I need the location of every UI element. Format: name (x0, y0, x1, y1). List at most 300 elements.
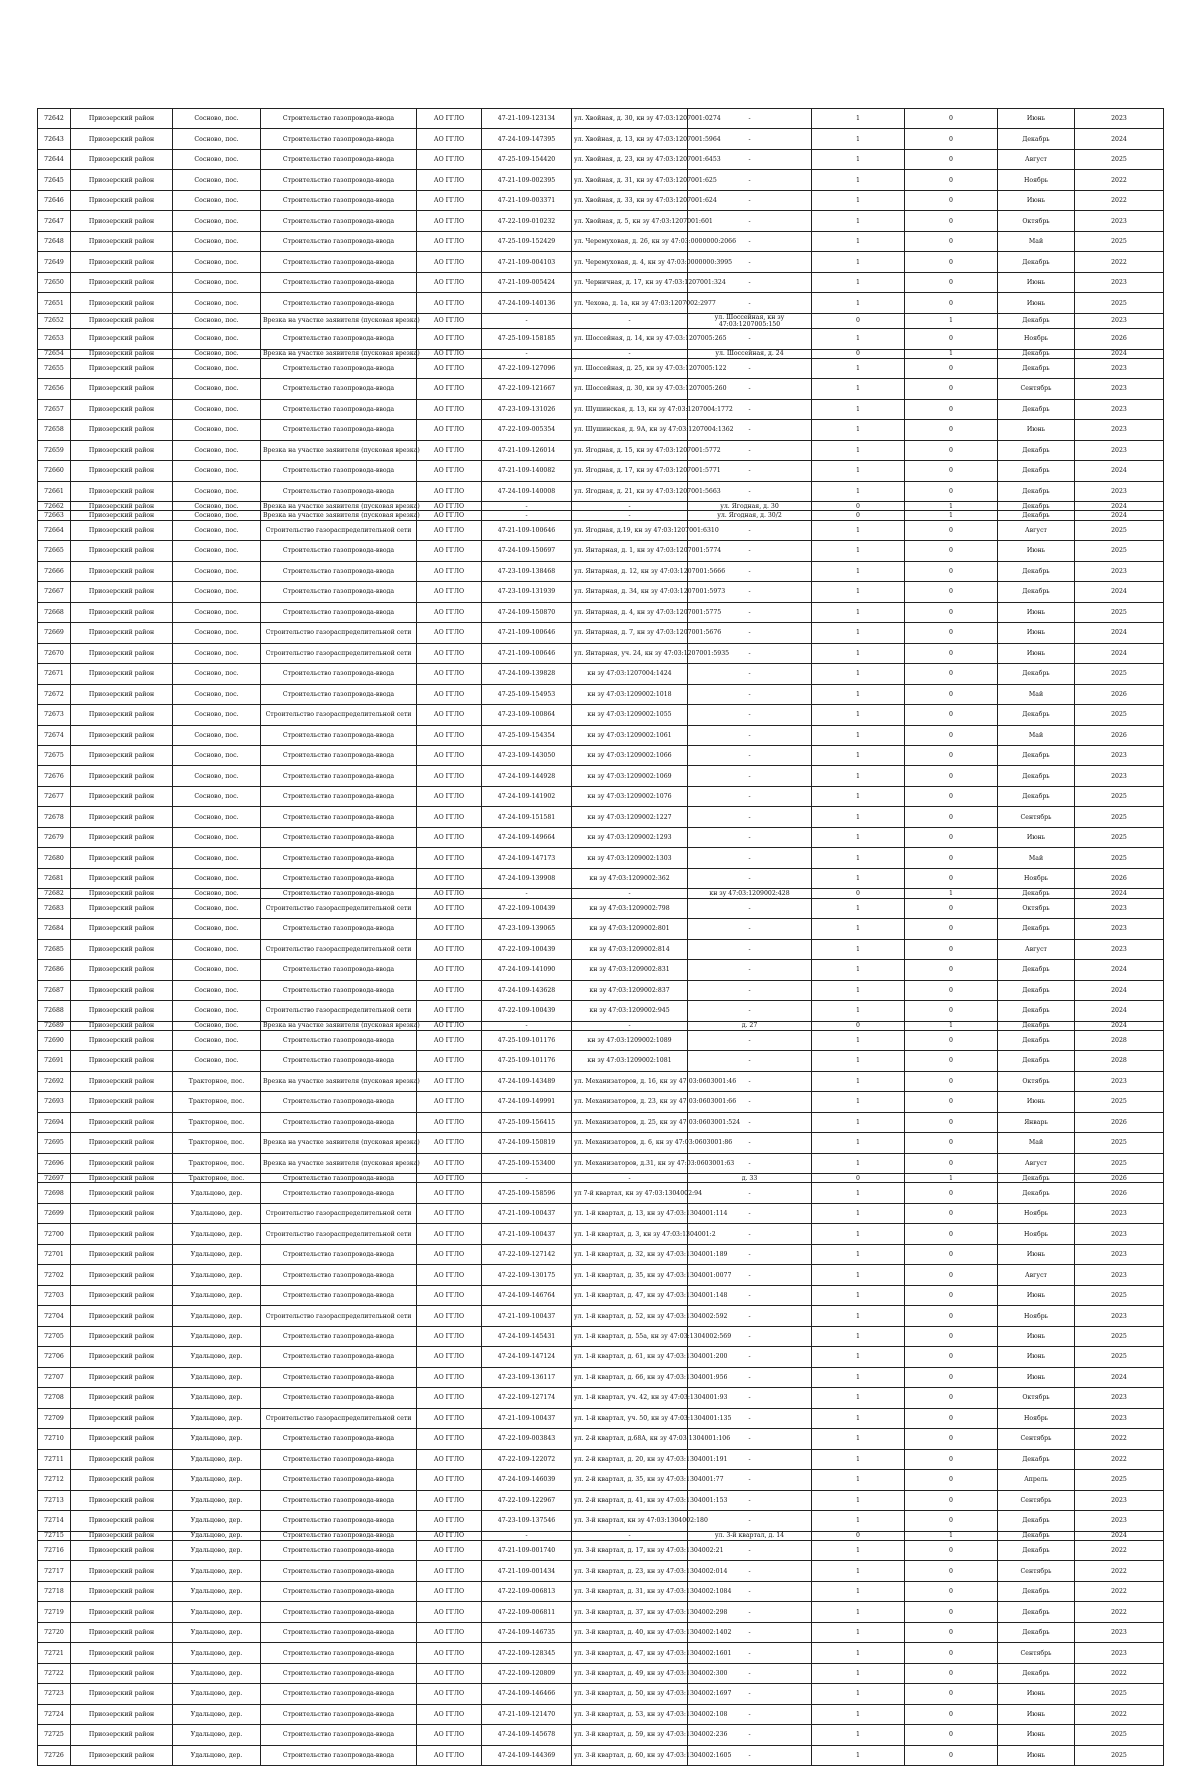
organization-cell: АО ГГЛО (417, 807, 482, 827)
count-b-cell: 0 (905, 807, 998, 827)
count-b-cell: 0 (905, 293, 998, 313)
settlement-cell: Тракторное, пос. (173, 1112, 261, 1132)
month-cell: Октябрь (998, 211, 1075, 231)
address-cell: ул. Янтарная, д. 1, кн зу 47:03:1207001:5774 (572, 541, 688, 561)
district-cell: Приозерский район (71, 745, 173, 765)
table-row (38, 602, 1164, 622)
district-cell: Приозерский район (71, 889, 173, 898)
month-cell: Декабрь (998, 1602, 1075, 1622)
count-a-cell: 1 (812, 1112, 905, 1132)
settlement-cell: Удальцово, дер. (173, 1347, 261, 1367)
district-cell: Приозерский район (71, 1112, 173, 1132)
count-b-cell: 0 (905, 1092, 998, 1112)
row-number: 72670 (38, 643, 71, 663)
object-address-cell: ул. Ягодная, д. 30 (688, 502, 812, 511)
table-row (38, 919, 1164, 939)
count-a-cell: 1 (812, 1183, 905, 1203)
count-b-cell: 0 (905, 1030, 998, 1050)
row-number: 72649 (38, 252, 71, 272)
count-b-cell: 0 (905, 960, 998, 980)
organization-cell: АО ГГЛО (417, 1244, 482, 1264)
contract-number-cell: 47-22-109-006813 (482, 1581, 572, 1601)
contract-number-cell: 47-23-109-136117 (482, 1367, 572, 1387)
address-cell: кн зу 47:03:1209002:814 (572, 939, 688, 959)
contract-number-cell: 47-21-109-100646 (482, 643, 572, 663)
district-cell: Приозерский район (71, 541, 173, 561)
table-row (38, 502, 1164, 511)
year-cell: 2023 (1075, 358, 1164, 378)
settlement-cell: Сосново, пос. (173, 848, 261, 868)
month-cell: Май (998, 848, 1075, 868)
count-a-cell: 1 (812, 1224, 905, 1244)
settlement-cell: Сосново, пос. (173, 252, 261, 272)
row-number: 72653 (38, 329, 71, 349)
row-number: 72666 (38, 561, 71, 581)
year-cell: 2023 (1075, 1511, 1164, 1531)
settlement-cell: Сосново, пос. (173, 461, 261, 481)
settlement-cell: Сосново, пос. (173, 868, 261, 888)
work-type-cell: Строительство газопровода-ввода (261, 827, 417, 847)
contract-number-cell: 47-24-109-151581 (482, 807, 572, 827)
settlement-cell: Сосново, пос. (173, 293, 261, 313)
district-cell: Приозерский район (71, 1511, 173, 1531)
table-row (38, 1684, 1164, 1704)
count-a-cell: 1 (812, 440, 905, 460)
contract-number-cell: 47-24-109-150870 (482, 602, 572, 622)
settlement-cell: Удальцово, дер. (173, 1429, 261, 1449)
district-cell: Приозерский район (71, 1021, 173, 1030)
count-b-cell: 0 (905, 1183, 998, 1203)
address-cell: ул. Шоссейная, д. 30, кн зу 47:03:1207005:260 (572, 379, 688, 399)
district-cell: Приозерский район (71, 1133, 173, 1153)
district-cell: Приозерский район (71, 1092, 173, 1112)
contract-number-cell: 47-22-109-127142 (482, 1244, 572, 1264)
organization-cell: АО ГГЛО (417, 664, 482, 684)
district-cell: Приозерский район (71, 1531, 173, 1540)
district-cell: Приозерский район (71, 109, 173, 129)
month-cell: Апрель (998, 1470, 1075, 1490)
settlement-cell: Сосново, пос. (173, 602, 261, 622)
address-cell: ул. Ягодная, д. 15, кн зу 47:03:1207001:5772 (572, 440, 688, 460)
work-type-cell: Строительство газопровода-ввода (261, 541, 417, 561)
table-row (38, 481, 1164, 501)
address-cell: ул. 1-й квартал, уч. 42, кн зу 47:03:1304001:93 (572, 1388, 688, 1408)
object-address-cell: - (688, 272, 812, 292)
object-address-cell: - (688, 602, 812, 622)
settlement-cell: Удальцово, дер. (173, 1265, 261, 1285)
address-cell: ул. 1-й квартал, д. 35, кн зу 47:03:1304001:0077 (572, 1265, 688, 1285)
count-a-cell: 1 (812, 1581, 905, 1601)
month-cell: Сентябрь (998, 1490, 1075, 1510)
address-cell: кн зу 47:03:1207004:1424 (572, 664, 688, 684)
contract-number-cell: 47-22-109-120809 (482, 1663, 572, 1683)
count-b-cell: 0 (905, 109, 998, 129)
contract-number-cell: 47-21-109-100437 (482, 1306, 572, 1326)
year-cell: 2025 (1075, 1285, 1164, 1305)
count-b-cell: 1 (905, 313, 998, 328)
district-cell: Приозерский район (71, 1153, 173, 1173)
count-a-cell: 1 (812, 1092, 905, 1112)
address-cell: ул. Янтарная, д. 4, кн зу 47:03:1207001:5775 (572, 602, 688, 622)
count-b-cell: 0 (905, 1511, 998, 1531)
organization-cell: АО ГГЛО (417, 766, 482, 786)
table-row (38, 440, 1164, 460)
count-a-cell: 1 (812, 868, 905, 888)
table-row (38, 1203, 1164, 1223)
organization-cell: АО ГГЛО (417, 1531, 482, 1540)
count-a-cell: 1 (812, 725, 905, 745)
month-cell: Декабрь (998, 960, 1075, 980)
address-cell: ул. Хвойная, д. 30, кн зу 47:03:1207001:0274 (572, 109, 688, 129)
count-b-cell: 0 (905, 1203, 998, 1223)
month-cell: Август (998, 149, 1075, 169)
year-cell: 2025 (1075, 1725, 1164, 1745)
count-a-cell: 1 (812, 898, 905, 918)
table-body (38, 109, 1164, 1766)
address-cell: ул. 1-й квартал, д. 61, кн зу 47:03:1304001:200 (572, 1347, 688, 1367)
count-a-cell: 1 (812, 1071, 905, 1091)
count-a-cell: 0 (812, 313, 905, 328)
object-address-cell: - (688, 420, 812, 440)
address-cell: ул. 1-й квартал, д. 32, кн зу 47:03:1304001:189 (572, 1244, 688, 1264)
district-cell: Приозерский район (71, 1051, 173, 1071)
address-cell: ул 7-й квартал, кн зу 47:03:1304002:94 (572, 1183, 688, 1203)
contract-number-cell: 47-24-109-146735 (482, 1622, 572, 1642)
contract-number-cell: 47-24-109-149991 (482, 1092, 572, 1112)
object-address-cell: ул. 3-й квартал, д. 14 (688, 1531, 812, 1540)
count-a-cell: 0 (812, 889, 905, 898)
organization-cell: АО ГГЛО (417, 231, 482, 251)
work-type-cell: Строительство газопровода-ввода (261, 1285, 417, 1305)
table-row (38, 1511, 1164, 1531)
count-b-cell: 0 (905, 725, 998, 745)
district-cell: Приозерский район (71, 868, 173, 888)
address-cell: кн зу 47:03:1209002:945 (572, 1001, 688, 1021)
object-address-cell: - (688, 1030, 812, 1050)
month-cell: Июнь (998, 109, 1075, 129)
year-cell: 2023 (1075, 1622, 1164, 1642)
table-row (38, 211, 1164, 231)
contract-number-cell: 47-24-109-143628 (482, 980, 572, 1000)
address-cell: ул. Янтарная, уч. 24, кн зу 47:03:1207001:5935 (572, 643, 688, 663)
contract-number-cell: 47-21-109-100646 (482, 623, 572, 643)
settlement-cell: Сосново, пос. (173, 807, 261, 827)
year-cell: 2023 (1075, 420, 1164, 440)
contract-number-cell: 47-25-109-154953 (482, 684, 572, 704)
contract-number-cell: 47-22-109-100439 (482, 898, 572, 918)
district-cell: Приозерский район (71, 420, 173, 440)
work-type-cell: Строительство газораспределительной сети (261, 1224, 417, 1244)
district-cell: Приозерский район (71, 786, 173, 806)
year-cell: 2023 (1075, 211, 1164, 231)
count-a-cell: 1 (812, 919, 905, 939)
count-b-cell: 0 (905, 1071, 998, 1091)
organization-cell: АО ГГЛО (417, 623, 482, 643)
table-row (38, 664, 1164, 684)
table-row (38, 1388, 1164, 1408)
table-row (38, 1112, 1164, 1132)
row-number: 72661 (38, 481, 71, 501)
month-cell: Июнь (998, 623, 1075, 643)
organization-cell: АО ГГЛО (417, 1001, 482, 1021)
work-type-cell: Строительство газопровода-ввода (261, 1347, 417, 1367)
count-a-cell: 1 (812, 705, 905, 725)
district-cell: Приозерский район (71, 1203, 173, 1223)
count-a-cell: 0 (812, 1021, 905, 1030)
table-row (38, 705, 1164, 725)
work-type-cell: Строительство газопровода-ввода (261, 848, 417, 868)
table-row (38, 1030, 1164, 1050)
work-type-cell: Строительство газопровода-ввода (261, 211, 417, 231)
count-b-cell: 0 (905, 1540, 998, 1560)
organization-cell: АО ГГЛО (417, 1174, 482, 1183)
work-type-cell: Строительство газопровода-ввода (261, 868, 417, 888)
row-number: 72717 (38, 1561, 71, 1581)
table-row (38, 1540, 1164, 1560)
year-cell: 2023 (1075, 109, 1164, 129)
district-cell: Приозерский район (71, 643, 173, 663)
count-b-cell: 0 (905, 1285, 998, 1305)
year-cell: 2024 (1075, 582, 1164, 602)
table-row (38, 1244, 1164, 1264)
year-cell: 2026 (1075, 868, 1164, 888)
address-cell: ул. 3-й квартал, д. 60, кн зу 47:03:1304002:1605 (572, 1745, 688, 1765)
work-type-cell: Строительство газопровода-ввода (261, 1367, 417, 1387)
count-a-cell: 1 (812, 170, 905, 190)
object-address-cell: - (688, 1429, 812, 1449)
count-b-cell: 0 (905, 766, 998, 786)
count-b-cell: 0 (905, 231, 998, 251)
district-cell: Приозерский район (71, 664, 173, 684)
month-cell: Декабрь (998, 582, 1075, 602)
contract-number-cell: 47-24-109-146764 (482, 1285, 572, 1305)
settlement-cell: Сосново, пос. (173, 349, 261, 358)
district-cell: Приозерский район (71, 623, 173, 643)
district-cell: Приозерский район (71, 807, 173, 827)
district-cell: Приозерский район (71, 705, 173, 725)
work-type-cell: Строительство газопровода-ввода (261, 272, 417, 292)
object-address-cell: д. 27 (688, 1021, 812, 1030)
row-number: 72682 (38, 889, 71, 898)
district-cell: Приозерский район (71, 1001, 173, 1021)
settlement-cell: Удальцово, дер. (173, 1531, 261, 1540)
district-cell: Приозерский район (71, 1244, 173, 1264)
object-address-cell: - (688, 329, 812, 349)
district-cell: Приозерский район (71, 1030, 173, 1050)
year-cell: 2025 (1075, 664, 1164, 684)
table-row (38, 889, 1164, 898)
object-address-cell: - (688, 807, 812, 827)
count-a-cell: 1 (812, 848, 905, 868)
organization-cell: АО ГГЛО (417, 1408, 482, 1428)
count-b-cell: 0 (905, 1643, 998, 1663)
contract-number-cell: 47-23-109-139065 (482, 919, 572, 939)
district-cell: Приозерский район (71, 349, 173, 358)
district-cell: Приозерский район (71, 898, 173, 918)
object-address-cell: - (688, 1203, 812, 1223)
settlement-cell: Сосново, пос. (173, 705, 261, 725)
row-number: 72693 (38, 1092, 71, 1112)
object-address-cell: д. 33 (688, 1174, 812, 1183)
object-address-cell: - (688, 1561, 812, 1581)
table-row (38, 1470, 1164, 1490)
settlement-cell: Удальцово, дер. (173, 1388, 261, 1408)
count-b-cell: 1 (905, 1531, 998, 1540)
organization-cell: АО ГГЛО (417, 1021, 482, 1030)
object-address-cell: - (688, 1306, 812, 1326)
object-address-cell: - (688, 1490, 812, 1510)
contract-number-cell: - (482, 511, 572, 520)
count-a-cell: 1 (812, 1725, 905, 1745)
count-b-cell: 0 (905, 602, 998, 622)
settlement-cell: Тракторное, пос. (173, 1071, 261, 1091)
organization-cell: АО ГГЛО (417, 1367, 482, 1387)
contract-number-cell: 47-24-109-149664 (482, 827, 572, 847)
contract-number-cell: - (482, 1531, 572, 1540)
district-cell: Приозерский район (71, 231, 173, 251)
year-cell: 2024 (1075, 1531, 1164, 1540)
settlement-cell: Удальцово, дер. (173, 1581, 261, 1601)
district-cell: Приозерский район (71, 149, 173, 169)
month-cell: Декабрь (998, 980, 1075, 1000)
address-cell: ул. 3-й квартал, д. 31, кн зу 47:03:1304002:1084 (572, 1581, 688, 1601)
settlement-cell: Сосново, пос. (173, 561, 261, 581)
table-row (38, 827, 1164, 847)
count-a-cell: 1 (812, 1511, 905, 1531)
month-cell: Июнь (998, 1684, 1075, 1704)
year-cell: 2024 (1075, 960, 1164, 980)
address-cell: ул. 1-й квартал, д. 55а, кн зу 47:03:1304002:569 (572, 1326, 688, 1346)
district-cell: Приозерский район (71, 1540, 173, 1560)
document-page (37, 108, 1163, 1766)
object-address-cell: - (688, 358, 812, 378)
work-type-cell: Строительство газораспределительной сети (261, 623, 417, 643)
table-row (38, 643, 1164, 663)
row-number: 72669 (38, 623, 71, 643)
organization-cell: АО ГГЛО (417, 960, 482, 980)
district-cell: Приозерский район (71, 1071, 173, 1091)
month-cell: Ноябрь (998, 868, 1075, 888)
count-b-cell: 0 (905, 561, 998, 581)
district-cell: Приозерский район (71, 1561, 173, 1581)
contract-number-cell: 47-24-109-139908 (482, 868, 572, 888)
year-cell: 2022 (1075, 170, 1164, 190)
row-number: 72668 (38, 602, 71, 622)
contract-number-cell: 47-21-109-100437 (482, 1408, 572, 1428)
object-address-cell: - (688, 1244, 812, 1264)
address-cell: ул. Хвойная, д. 33, кн зу 47:03:1207001:624 (572, 190, 688, 210)
month-cell: Декабрь (998, 664, 1075, 684)
object-address-cell: ул. Шоссейная, д. 24 (688, 349, 812, 358)
work-type-cell: Строительство газопровода-ввода (261, 807, 417, 827)
count-b-cell: 0 (905, 1112, 998, 1132)
count-a-cell: 1 (812, 939, 905, 959)
object-address-cell: - (688, 1285, 812, 1305)
organization-cell: АО ГГЛО (417, 1347, 482, 1367)
contract-number-cell: 47-24-109-141090 (482, 960, 572, 980)
table-row (38, 684, 1164, 704)
address-cell: ул. Янтарная, д. 7, кн зу 47:03:1207001:5676 (572, 623, 688, 643)
year-cell: 2022 (1075, 1602, 1164, 1622)
settlement-cell: Удальцово, дер. (173, 1643, 261, 1663)
table-row (38, 349, 1164, 358)
object-address-cell: - (688, 1133, 812, 1153)
table-row (38, 1001, 1164, 1021)
row-number: 72704 (38, 1306, 71, 1326)
district-cell: Приозерский район (71, 1285, 173, 1305)
count-a-cell: 1 (812, 623, 905, 643)
count-b-cell: 0 (905, 1224, 998, 1244)
month-cell: Ноябрь (998, 1408, 1075, 1428)
work-type-cell: Строительство газопровода-ввода (261, 109, 417, 129)
year-cell: 2024 (1075, 1367, 1164, 1387)
year-cell: 2023 (1075, 561, 1164, 581)
table-row (38, 1224, 1164, 1244)
table-row (38, 1490, 1164, 1510)
work-type-cell: Строительство газопровода-ввода (261, 329, 417, 349)
month-cell: Июнь (998, 541, 1075, 561)
contract-number-cell: 47-24-109-141902 (482, 786, 572, 806)
organization-cell: АО ГГЛО (417, 684, 482, 704)
organization-cell: АО ГГЛО (417, 1429, 482, 1449)
organization-cell: АО ГГЛО (417, 1602, 482, 1622)
month-cell: Декабрь (998, 1030, 1075, 1050)
table-row (38, 190, 1164, 210)
address-cell: ул. 1-й квартал, д. 66, кн зу 47:03:1304001:956 (572, 1367, 688, 1387)
row-number: 72691 (38, 1051, 71, 1071)
work-type-cell: Врезка на участке заявителя (пусковая врезка) (261, 1021, 417, 1030)
object-address-cell: - (688, 1001, 812, 1021)
work-type-cell: Врезка на участке заявителя (пусковая врезка) (261, 1153, 417, 1173)
count-b-cell: 0 (905, 149, 998, 169)
address-cell: кн зу 47:03:1209002:1061 (572, 725, 688, 745)
work-type-cell: Строительство газопровода-ввода (261, 461, 417, 481)
count-b-cell: 0 (905, 1449, 998, 1469)
object-address-cell: - (688, 1745, 812, 1765)
district-cell: Приозерский район (71, 399, 173, 419)
contract-number-cell: 47-25-109-153400 (482, 1153, 572, 1173)
address-cell: ул. Механизаторов, д. 16, кн зу 47:03:0603001:46 (572, 1071, 688, 1091)
organization-cell: АО ГГЛО (417, 1183, 482, 1203)
row-number: 72658 (38, 420, 71, 440)
contract-number-cell: 47-25-109-152429 (482, 231, 572, 251)
year-cell: 2026 (1075, 1174, 1164, 1183)
table-row (38, 1408, 1164, 1428)
row-number: 72712 (38, 1470, 71, 1490)
address-cell: ул. 1-й квартал, д. 52, кн зу 47:03:1304002:592 (572, 1306, 688, 1326)
address-cell: ул. Черничная, д. 17, кн зу 47:03:1207001:324 (572, 272, 688, 292)
address-cell: ул. 1-й квартал, уч. 50, кн зу 47:03:1304001:135 (572, 1408, 688, 1428)
address-cell: ул. Ягодная, д. 17, кн зу 47:03:1207001:5771 (572, 461, 688, 481)
row-number: 72724 (38, 1704, 71, 1724)
address-cell: ул. 3-й квартал, д. 40, кн зу 47:03:1304002:1402 (572, 1622, 688, 1642)
work-type-cell: Строительство газопровода-ввода (261, 1429, 417, 1449)
contract-number-cell: 47-24-109-147173 (482, 848, 572, 868)
contract-number-cell: 47-21-109-002395 (482, 170, 572, 190)
table-row (38, 1092, 1164, 1112)
organization-cell: АО ГГЛО (417, 170, 482, 190)
object-address-cell: - (688, 1388, 812, 1408)
count-b-cell: 0 (905, 481, 998, 501)
year-cell: 2023 (1075, 939, 1164, 959)
district-cell: Приозерский район (71, 461, 173, 481)
object-address-cell: - (688, 786, 812, 806)
organization-cell: АО ГГЛО (417, 109, 482, 129)
year-cell: 2022 (1075, 1540, 1164, 1560)
address-cell: ул. 1-й квартал, д. 47, кн зу 47:03:1304001:148 (572, 1285, 688, 1305)
work-type-cell: Врезка на участке заявителя (пусковая врезка) (261, 349, 417, 358)
settlement-cell: Удальцово, дер. (173, 1704, 261, 1724)
